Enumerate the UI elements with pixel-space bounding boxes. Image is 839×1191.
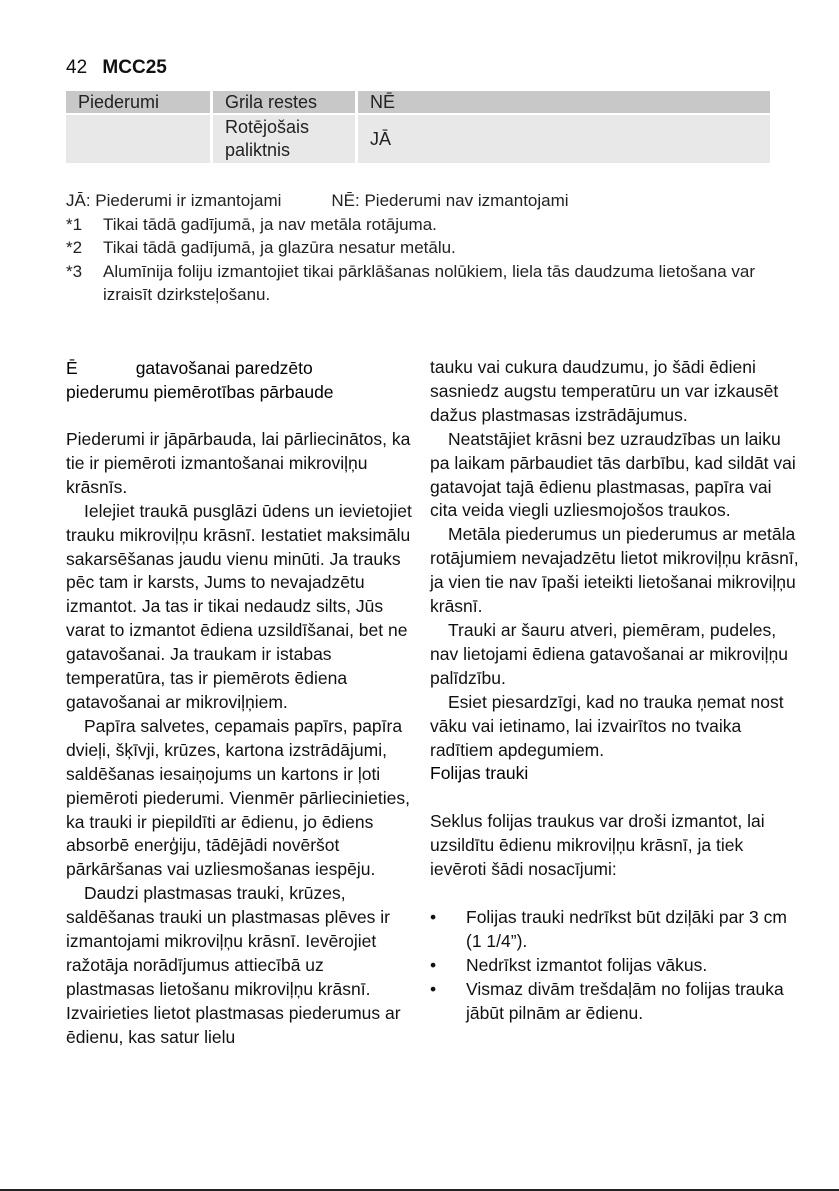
list-item-text: Folijas trauki nedrīkst būt dziļāki par 3 cm (1 1/4”). [466,907,787,951]
footnote [66,236,786,260]
page-header [66,56,167,80]
paragraph: Daudzi plastmasas trauki, krūzes, saldēšanas trauki un plastmasas plēves ir izmantojami mikroviļņu krāsnī. Ievērojiet ražotāja norādījumus attiecībā uz plastmasas lietošanu mikroviļņu krāsnī. Izvairieties lietot plastmasas piederumus ar ēdienu, kas satur lielu [66,883,401,1047]
list-item-text: Vismaz divām trešdaļām no folijas trauka jābūt pilnām ar ēdienu. [466,978,784,1023]
footnote-text: Tikai tādā gadījumā, ja nav metāla rotājuma. [103,214,437,234]
paragraph: Ielejiet traukā pusglāzi ūdens un ievietojiet trauku mikroviļņu krāsnī. Iestatiet maksimālu sakarsēšanas jaudu vienu minūti. Ja trauks pēc tam ir karsts, Jums to nevajadzētu izmantot. Ja tas ir tikai nedaudz silts, Jūs varat to izmantot ēdiena uzsildīšanai, bet ne gatavošanai. Ja traukam ir istabas temperatūra, tas ir piemērots ēdiena gatavošanai ar mikroviļņiem. [66,500,412,712]
table-cell-category [66,114,212,163]
paragraph: Trauki ar šauru atveri, piemēram, pudeles, nav lietojami ēdiena gatavošanai ar mikroviļņu palīdzību. [430,619,788,688]
footnote-text: Tikai tādā gadījumā, ja glazūra nesatur metālu. [103,238,456,257]
list-item [430,954,800,978]
footnote-mark: *1 [66,214,83,234]
right-column [430,356,800,1026]
heading-rest: gatavošanai paredzēto [135,358,313,378]
section-heading [66,356,416,404]
accessories-table [66,91,770,163]
bullet-icon: • [430,907,437,928]
legend-definitions [66,189,786,213]
heading-first-letter: Ē [66,358,78,378]
table-row [66,114,770,163]
footnote-mark: *2 [66,238,83,257]
list-item [430,906,800,954]
table-cell-value: NĒ [357,91,771,114]
list-item [430,978,800,1026]
paragraph: Papīra salvetes, cepamais papīrs, papīra dvieļi, šķīvji, krūzes, kartona izstrādājumi, saldēšanas iesaiņojums un kartons ir ļoti piemēroti piederumi. Vienmēr pārliecinieties, ka trauki ir piepildīti ar ēdienu, jo ēdiens absorbē enerģiju, tādējādi novēršot pārkāršanas vai uzliesmošanas iespēju. [66,715,411,880]
paragraph: Esiet piesardzīgi, kad no trauka ņemat nost vāku vai ietinamo, lai izvairītos no tvaika radītiem apdegumiem. [430,691,784,760]
footnote [66,213,786,237]
list-item-text: Nedrīkst izmantot folijas vākus. [466,954,708,975]
paragraph: tauku vai cukura daudzumu, jo šādi ēdieni sasniedz augstu temperatūru un var izkausēt dažus plastmasas izstrādājumus. [430,357,779,425]
page-number: 42 [66,57,88,78]
legend [66,189,786,307]
footnote-mark: *3 [66,261,83,281]
heading-line-2: piederumu piemērotības pārbaude [66,382,334,402]
bullet-icon: • [430,954,437,975]
table-cell-category: Piederumi [66,91,212,114]
paragraph: Metāla piederumus un piederumus ar metāla rotājumiem nevajadzētu lietot mikroviļņu krāsnī, ja vien tie nav īpaši ieteikti lietošanai mikroviļņu krāsnī. [430,524,799,617]
model-name: MCC25 [102,57,167,78]
foil-intro: Seklus folijas traukus var droši izmantot, lai uzsildītu ēdienu mikroviļņu krāsnī, ja tiek ievēroti šādi nosacījumi: [430,811,765,880]
table-cell-item: Grila restes [212,91,357,114]
table-row [66,91,770,114]
no-definition: NĒ: Piederumi nav izmantojami [331,191,569,210]
paragraph: Neatstājiet krāsni bez uzraudzības un laiku pa laikam pārbaudiet tās darbību, kad sildāt vai gatavojat tajā ēdienu plastmasas, papīra vai cita veida viegli uzliesmojošos traukos. [430,428,796,521]
table-cell-value: JĀ [357,114,771,163]
bullet-icon: • [430,978,437,999]
footnote-text: Alumīnija foliju izmantojiet tikai pārklāšanas nolūkiem, liela tās daudzuma lietošana var izraisīt dzirksteļošanu. [103,261,755,304]
left-column [66,356,416,1050]
foil-conditions-list [430,906,800,1026]
yes-definition: JĀ: Piederumi ir izmantojami [66,191,282,210]
foil-heading: Folijas trauki [430,763,529,784]
table-cell-item: Rotējošais paliktnis [212,114,357,163]
footnote [66,260,786,307]
paragraph: Piederumi ir jāpārbauda, lai pārliecinātos, ka tie ir piemēroti izmantošanai mikroviļņu krāsnīs. [66,429,411,497]
